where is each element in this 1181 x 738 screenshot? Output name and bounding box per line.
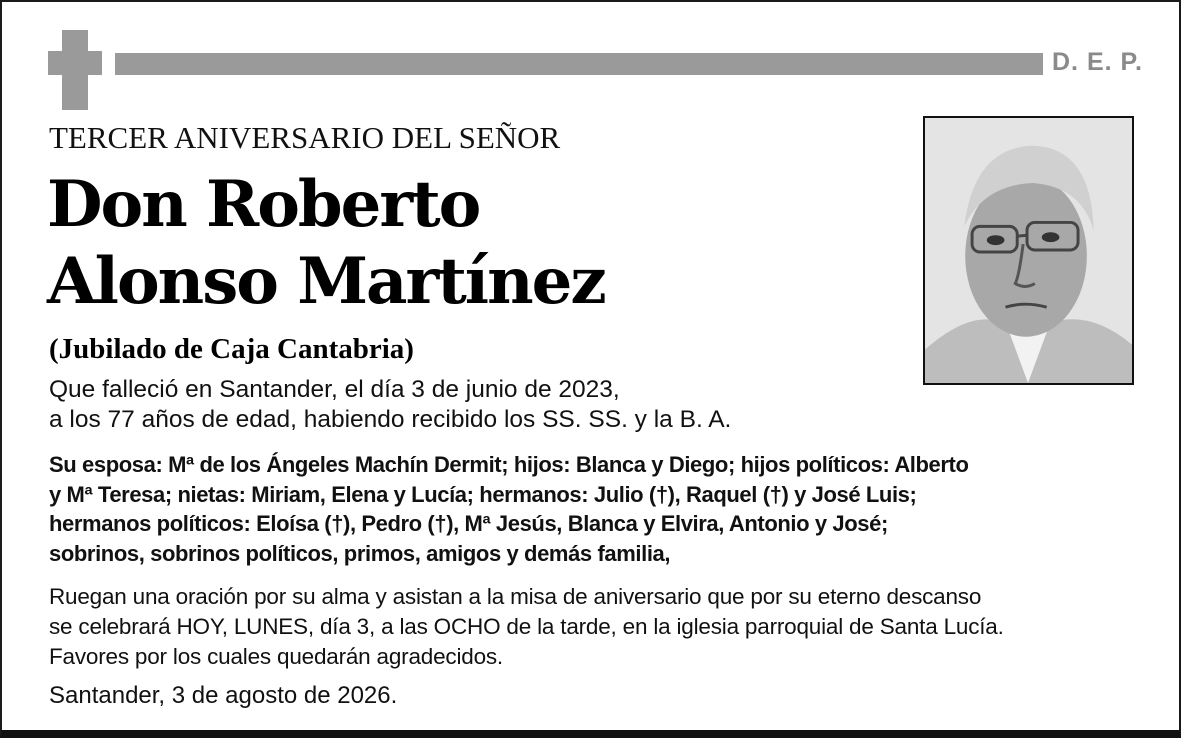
family-line: Su esposa: Mª de los Ángeles Machín Dermit; hijos: Blanca y Diego; hijos políticos: Alberto bbox=[49, 452, 969, 477]
cross-icon-bar bbox=[48, 51, 102, 75]
anniversary-subtitle: TERCER ANIVERSARIO DEL SEÑOR bbox=[49, 120, 561, 155]
header-rule bbox=[115, 53, 1043, 75]
mass-announcement bbox=[49, 582, 1004, 672]
occupation: (Jubilado de Caja Cantabria) bbox=[49, 333, 414, 365]
prayer-line: Favores por los cuales quedarán agradecidos. bbox=[49, 644, 503, 669]
portrait-photo bbox=[923, 116, 1134, 385]
deceased-name bbox=[47, 166, 605, 320]
death-line-2: a los 77 años de edad, habiendo recibido los SS. SS. y la B. A. bbox=[49, 406, 732, 433]
family-list bbox=[49, 450, 969, 568]
family-line: hermanos políticos: Eloísa (†), Pedro (†), Mª Jesús, Blanca y Elvira, Antonio y José; bbox=[49, 511, 888, 536]
prayer-line: se celebrará HOY, LUNES, día 3, a las OCHO de la tarde, en la iglesia parroquial de Santa Lucía. bbox=[49, 614, 1004, 639]
family-line: y Mª Teresa; nietas: Miriam, Elena y Lucía; hermanos: Julio (†), Raquel (†) y José Luis; bbox=[49, 481, 917, 507]
prayer-line: Ruegan una oración por su alma y asistan a la misa de aniversario que por su eterno descanso bbox=[49, 584, 982, 609]
name-line-1: Don Roberto bbox=[47, 167, 480, 242]
name-line-2: Alonso Martínez bbox=[47, 244, 605, 319]
death-details bbox=[49, 375, 731, 435]
family-line: sobrinos, sobrinos políticos, primos, amigos y demás familia, bbox=[49, 540, 671, 566]
place-date: Santander, 3 de agosto de 2026. bbox=[49, 682, 398, 709]
dep-label: D. E. P. bbox=[1052, 48, 1143, 76]
death-line-1: Que falleció en Santander, el día 3 de junio de 2023, bbox=[49, 376, 620, 403]
portrait-icon bbox=[925, 118, 1132, 383]
